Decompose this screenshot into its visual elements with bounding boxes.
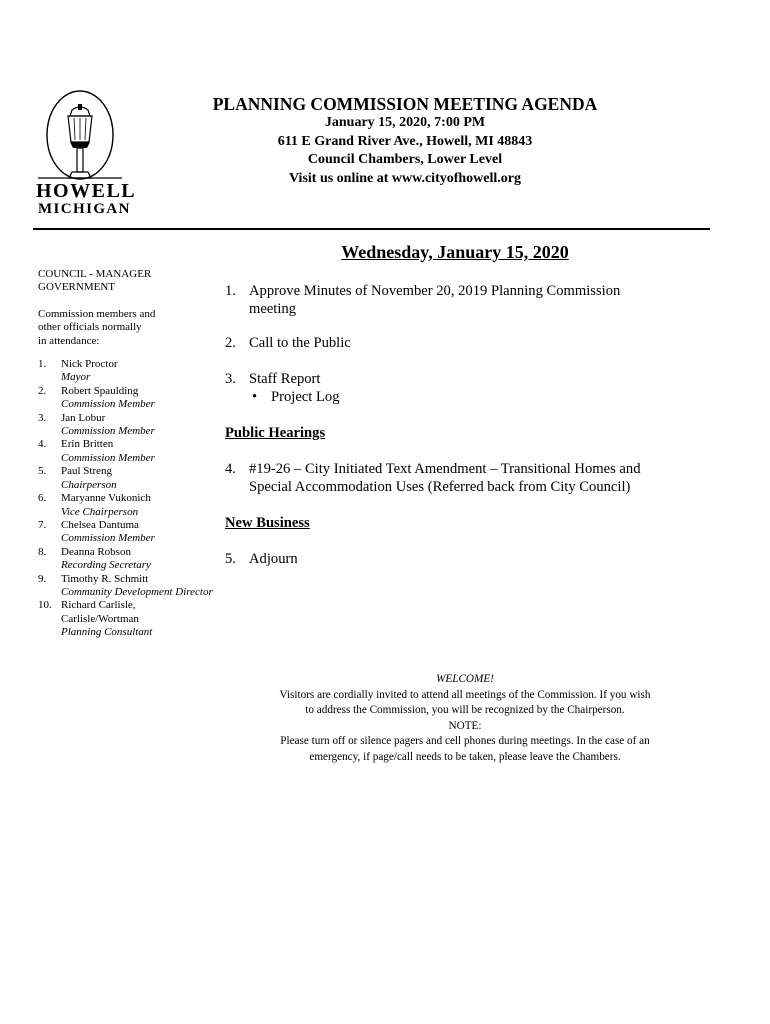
member-role: Community Development Director: [61, 585, 213, 598]
member-name: Jan Lobur: [61, 411, 106, 424]
member-name: Erin Britten: [61, 438, 114, 451]
member-role: Mayor: [61, 371, 91, 384]
welcome-heading: WELCOME!: [436, 673, 494, 685]
officials-intro-line3: in attendance:: [38, 334, 100, 347]
logo-city-name: HOWELL: [36, 180, 137, 202]
header-divider: [33, 228, 710, 230]
member-name: Timothy R. Schmitt: [61, 572, 149, 585]
note-heading: NOTE:: [448, 719, 482, 732]
member-role: Planning Consultant: [61, 626, 153, 639]
member-item: 4. Erin Britten Commission Member: [38, 438, 213, 465]
member-item: 7. Chelsea Dantuma Commission Member: [38, 519, 213, 546]
member-item: 9. Timothy R. Schmitt Community Development Director: [38, 572, 213, 598]
gov-type-line1: COUNCIL - MANAGER: [38, 268, 152, 280]
logo-state-name: MICHIGAN: [38, 201, 131, 217]
agenda-header: [150, 94, 660, 188]
member-name: Maryanne Vukonich: [61, 492, 151, 505]
member-name: Paul Streng: [61, 465, 113, 478]
member-item: 3. Jan Lobur Commission Member: [38, 412, 213, 439]
member-item: 2. Robert Spaulding Commission Member: [38, 385, 213, 412]
member-name: Deanna Robson: [61, 545, 131, 558]
member-role: Vice Chairperson: [61, 505, 139, 518]
member-item: 5. Paul Streng Chairperson: [38, 465, 213, 492]
notice-line: to address the Commission, you will be recognized by the Chairperson.: [305, 704, 625, 716]
member-item: 1. Nick Proctor Mayor: [38, 358, 213, 385]
page-title: PLANNING COMMISSION MEETING AGENDA: [212, 94, 598, 114]
agenda-item-call-to-public: 2. Call to the Public: [225, 335, 351, 351]
bullet-icon: •: [252, 389, 258, 405]
meeting-address: 611 E Grand River Ave., Howell, MI 48843: [277, 133, 533, 149]
member-name: Robert Spaulding: [61, 384, 139, 397]
member-item: 6. Maryanne Vukonich Vice Chairperson: [38, 492, 213, 519]
agenda-item-adjourn: 5. Adjourn: [225, 551, 298, 567]
notice-line: emergency, if page/call needs to be taken, please leave the Chambers.: [309, 750, 621, 763]
agenda-item-approve-minutes: 1. Approve Minutes of November 20, 2019 Planning Commission meeting: [225, 283, 621, 317]
officials-intro-line2: other officials normally: [38, 321, 142, 334]
gov-type-line2: GOVERNMENT: [38, 281, 115, 294]
website-line: Visit us online at www.cityofhowell.org: [288, 170, 522, 186]
visitor-notice: [245, 672, 685, 765]
member-role: Commission Member: [61, 425, 155, 438]
sidebar-officials: [38, 268, 213, 640]
meeting-datetime: January 15, 2020, 7:00 PM: [324, 115, 486, 130]
members-list: [38, 358, 213, 640]
agenda-item-staff-report: 3. Staff Report: [225, 371, 321, 387]
member-role: Commission Member: [61, 398, 155, 411]
member-name: Nick Proctor: [61, 358, 118, 371]
agenda-subitem-project-log: • Project Log: [252, 389, 340, 405]
member-role: Commission Member: [61, 451, 155, 464]
meeting-location: Council Chambers, Lower Level: [307, 152, 503, 167]
member-name: Chelsea Dantuma: [61, 518, 139, 531]
agenda-items: [225, 282, 685, 568]
section-heading-public-hearings: Public Hearings: [225, 425, 326, 441]
notice-line: Visitors are cordially invited to attend all meetings of the Commission. If you wish: [279, 688, 651, 701]
notice-line: Please turn off or silence pagers and cell phones during meetings. In the case of an: [280, 735, 650, 747]
member-item: 8. Deanna Robson Recording Secretary: [38, 546, 213, 573]
member-role: Commission Member: [61, 532, 155, 545]
member-role: Recording Secretary: [61, 559, 151, 572]
section-heading-new-business: New Business: [225, 515, 310, 531]
agenda-item-text-amendment: 4. #19-26 – City Initiated Text Amendment – Transitional Homes and Special Accommodation Uses (Referred back from City Council): [225, 461, 641, 495]
officials-intro-line1: Commission members and: [38, 307, 156, 320]
date-heading: Wednesday, January 15, 2020: [341, 242, 569, 262]
member-role: Chairperson: [61, 478, 117, 491]
member-item: 10. Richard Carlisle, Carlisle/Wortman Planning Consultant: [38, 599, 213, 639]
member-name: Richard Carlisle, Carlisle/Wortman: [61, 599, 139, 625]
